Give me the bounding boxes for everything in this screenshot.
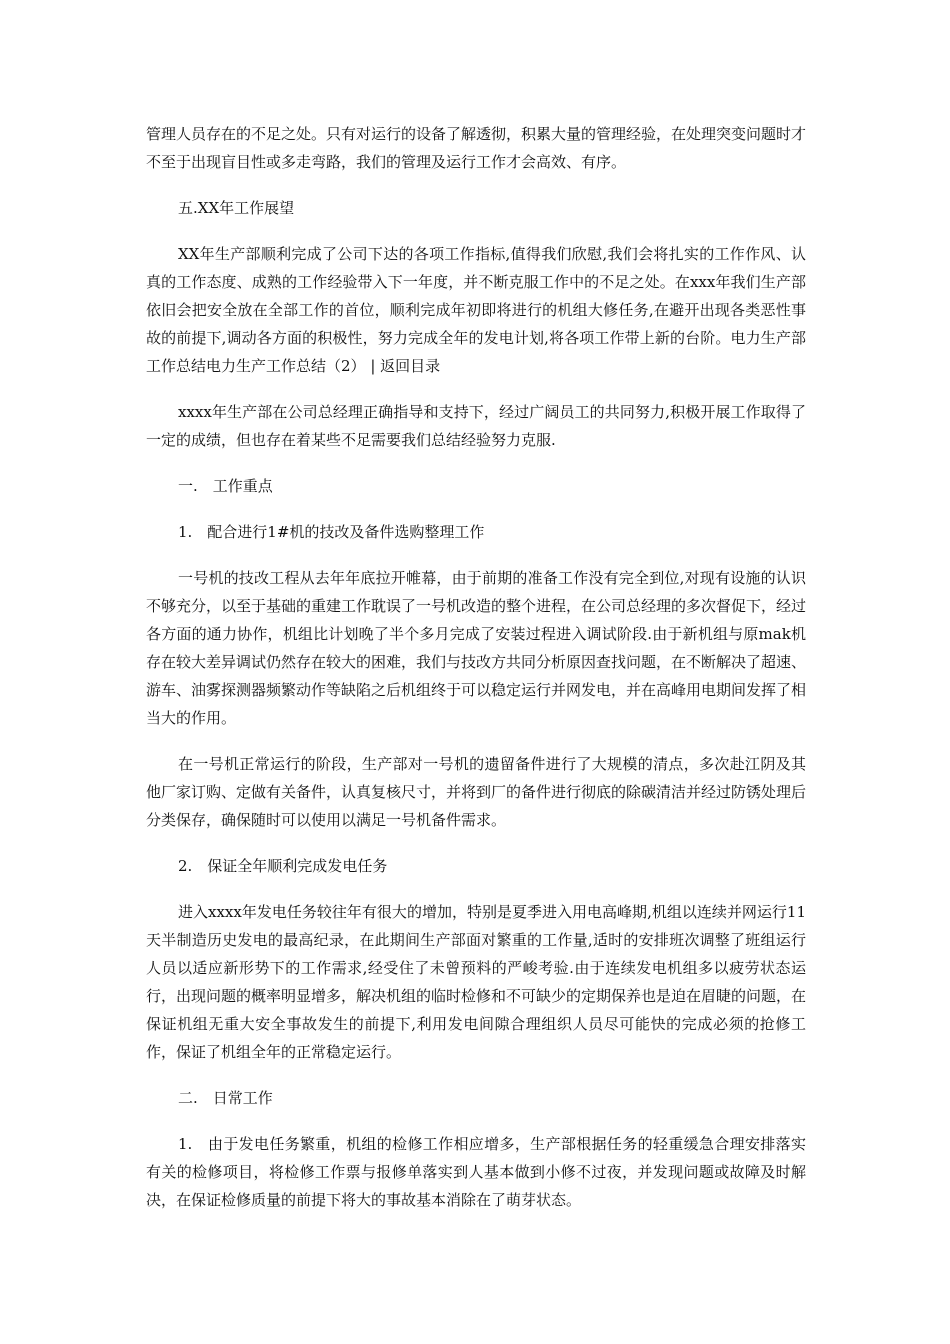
paragraph-retrofit: 一号机的技改工程从去年年底拉开帷幕，由于前期的准备工作没有完全到位,对现有设施的认识不够充分，以至于基础的重建工作耽误了一号机改造的整个进程，在公司总经理的多次督促下，经过各方面的通力协作，机组比计划晚了半个多月完成了安装过程进入调试阶段.由于新机组与原mak机存在较大差异调试仍然存在较大的困难，我们与技改方共同分析原因查找问题，在不断解决了超速、游车、油雾探测器频繁动作等缺陷之后机组终于可以稳定运行并网发电，并在高峰用电期间发挥了相当大的作用。 (146, 569, 807, 727)
subheading-retrofit: 1. 配合进行1#机的技改及备件选购整理工作 (178, 523, 485, 541)
paragraph-spare-parts: 在一号机正常运行的阶段，生产部对一号机的遗留备件进行了大规模的清点，多次赴江阴及其他厂家订购、定做有关备件，认真复核尺寸，并将到厂的备件进行彻底的除碳清洁并经过防锈处理后分类保存，确保随时可以使用以满足一号机备件需求。 (146, 755, 807, 829)
section-heading-outlook: 五.XX年工作展望 (178, 199, 295, 217)
subheading-generation-task: 2. 保证全年顺利完成发电任务 (178, 857, 388, 875)
document-body (146, 120, 806, 1232)
paragraph-outlook: XX年生产部顺利完成了公司下达的各项工作指标,值得我们欣慰,我们会将扎实的工作作风、认真的工作态度、成熟的工作经验带入下一年度，并不断克服工作中的不足之处。在xxx年我们生产部依旧会把安全放在全部工作的首位，顺利完成年初即将进行的机组大修任务,在避开出现各类恶性事故的前提下,调动各方面的积极性，努力完成全年的发电计划,将各项工作带上新的台阶。电力生产部工作总结电力生产工作总结（2） | 返回目录 (146, 245, 806, 375)
paragraph-continuation: 管理人员存在的不足之处。只有对运行的设备了解透彻，积累大量的管理经验，在处理突变问题时才不至于出现盲目性或多走弯路，我们的管理及运行工作才会高效、有序。 (146, 125, 807, 171)
section-heading-daily-work: 二. 日常工作 (178, 1089, 273, 1107)
paragraph-maintenance: 1. 由于发电任务繁重，机组的检修工作相应增多，生产部根据任务的轻重缓急合理安排落实有关的检修项目，将检修工作票与报修单落实到人基本做到小修不过夜，并发现问题或故障及时解决，在保证检修质量的前提下将大的事故基本消除在了萌芽状态。 (146, 1135, 806, 1209)
section-heading-key-work: 一. 工作重点 (178, 477, 273, 495)
paragraph-intro: xxxx年生产部在公司总经理正确指导和支持下，经过广阔员工的共同努力,积极开展工作取得了一定的成绩，但也存在着某些不足需要我们总结经验努力克服. (146, 403, 806, 449)
paragraph-generation-task: 进入xxxx年发电任务较往年有很大的增加，特别是夏季进入用电高峰期,机组以连续并网运行11天半制造历史发电的最高纪录，在此期间生产部面对繁重的工作量,适时的安排班次调整了班组运行人员以适应新形势下的工作需求,经受住了未曾预料的严峻考验.由于连续发电机组多以疲劳状态运行，出现问题的概率明显增多，解决机组的临时检修和不可缺少的定期保养也是迫在眉睫的问题，在保证机组无重大安全事故发生的前提下,利用发电间隙合理组织人员尽可能快的完成必须的抢修工作，保证了机组全年的正常稳定运行。 (146, 903, 807, 1061)
